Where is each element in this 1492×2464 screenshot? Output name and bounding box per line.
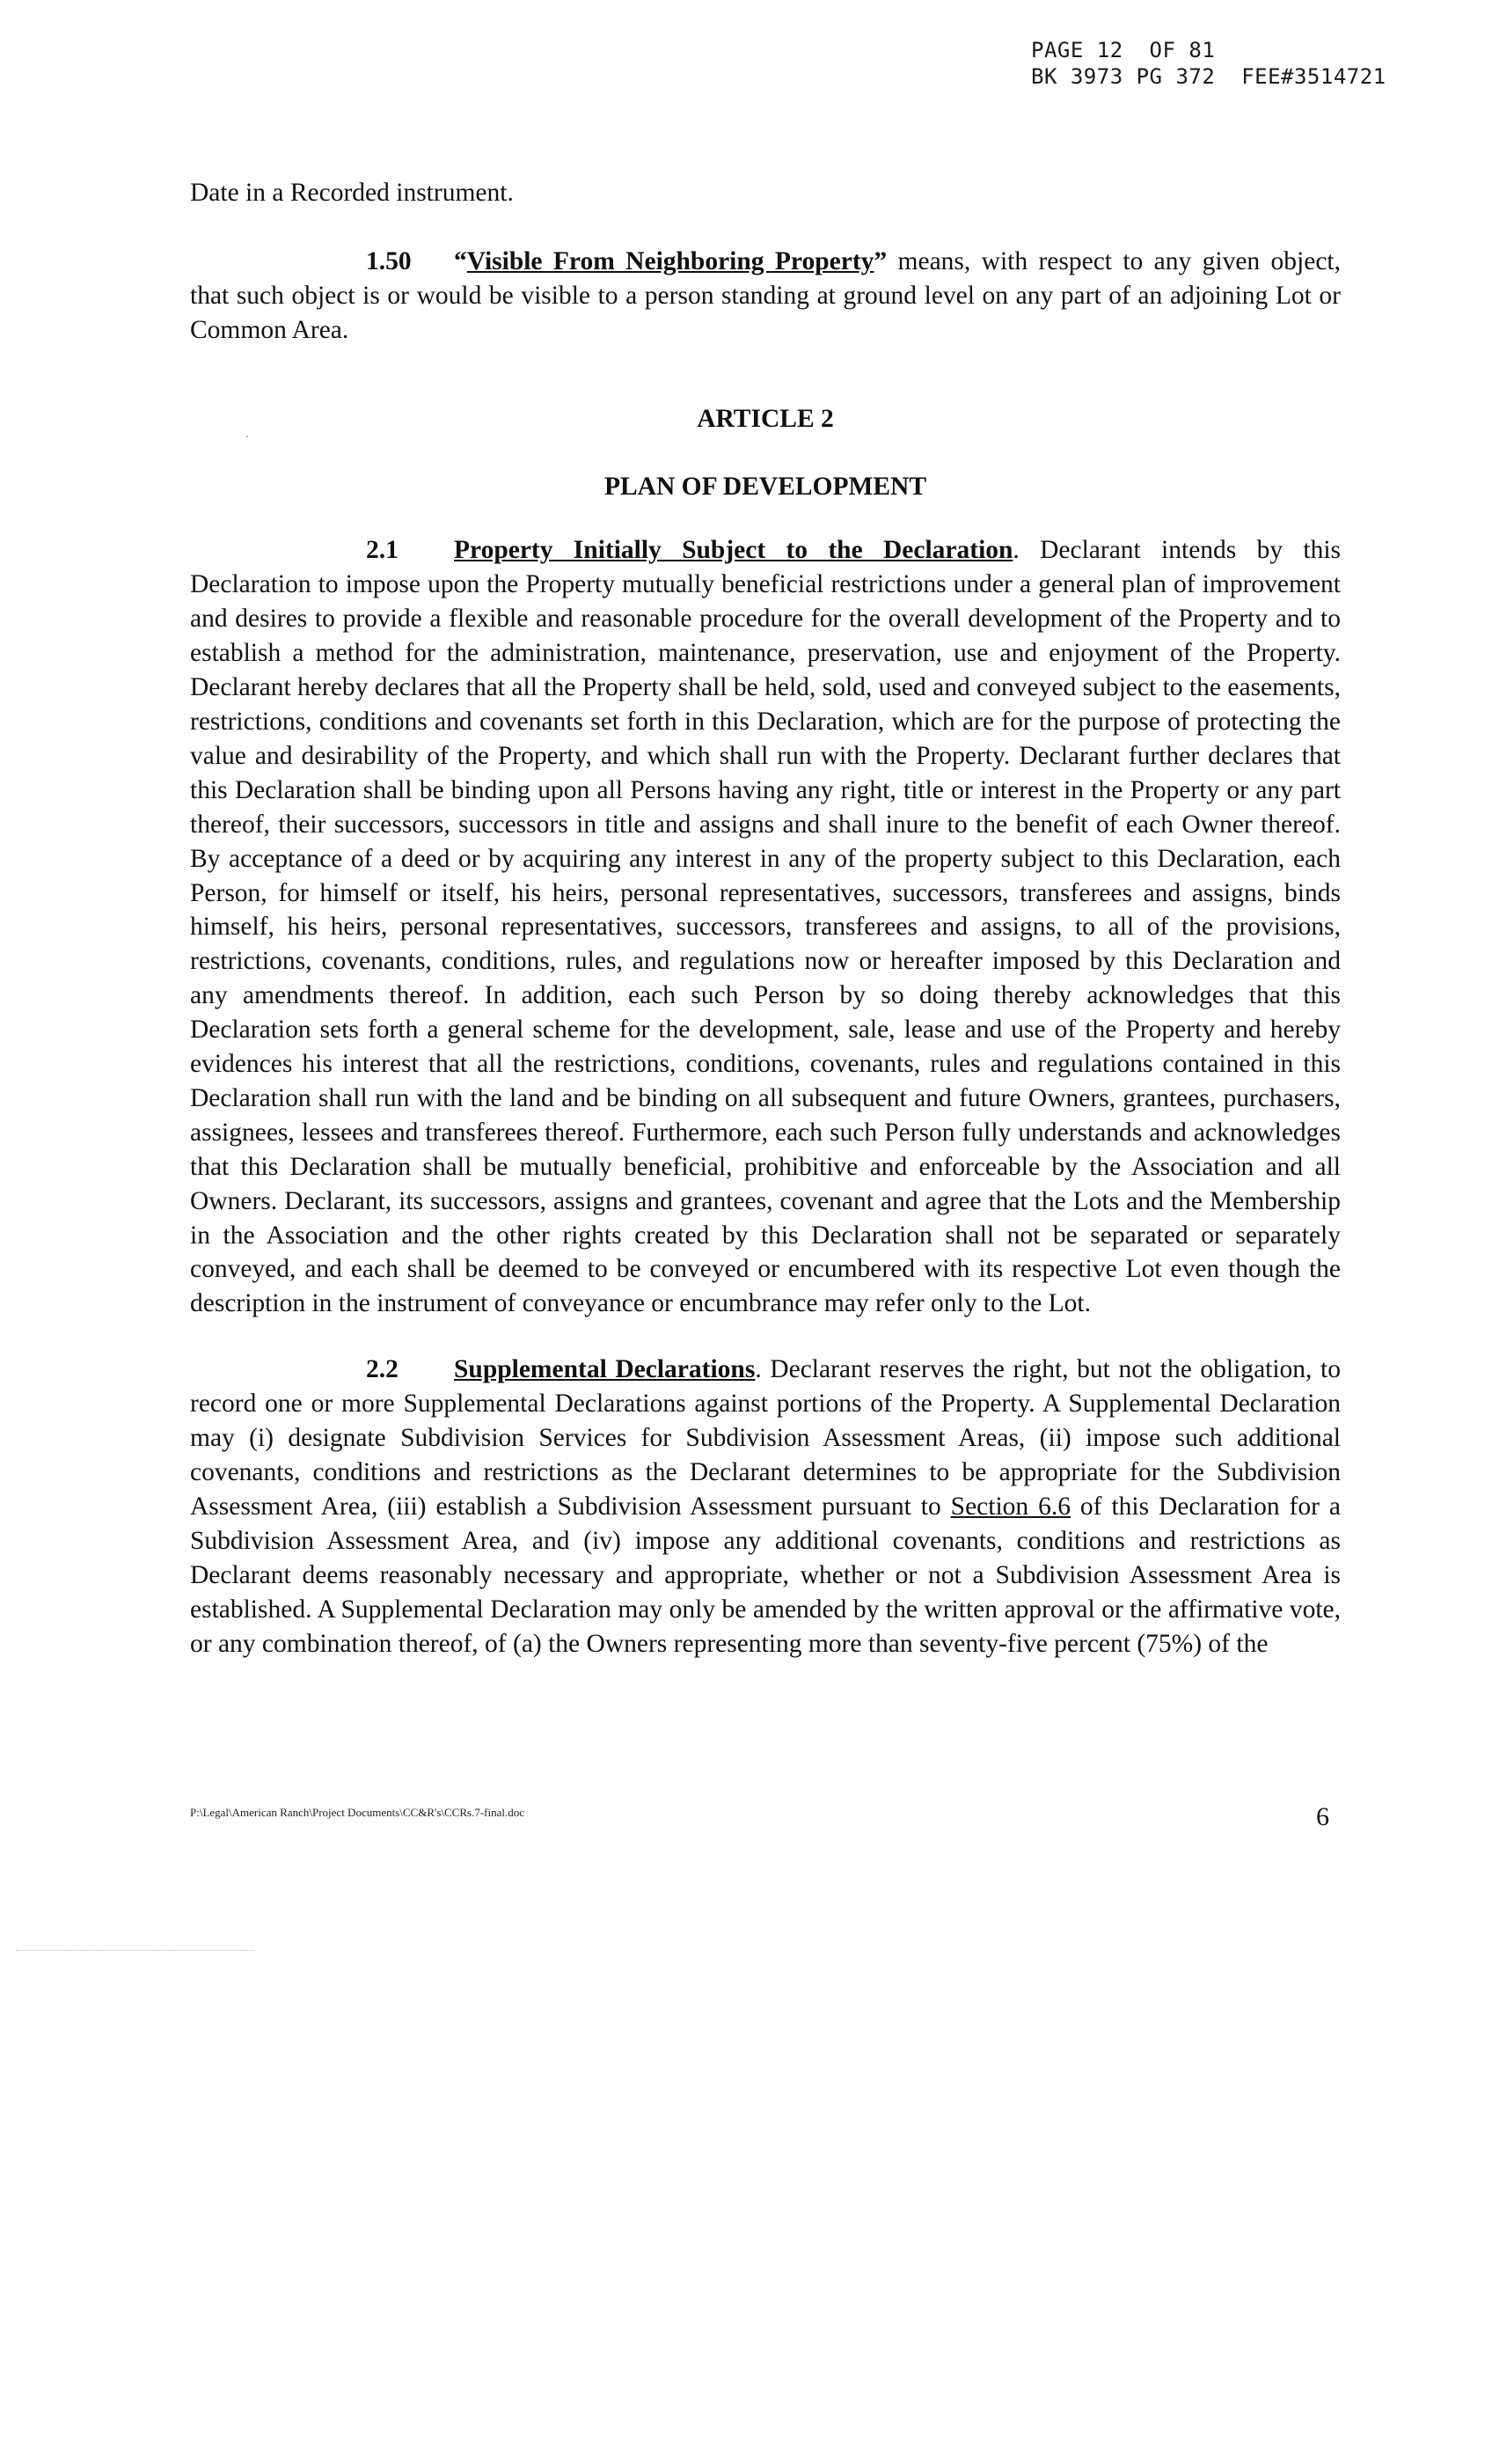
stamp-page-count: PAGE 12 OF 81 [1031, 38, 1216, 62]
article-title: PLAN OF DEVELOPMENT [603, 472, 927, 501]
section-body-part2: of this Declaration for a Subdivision Assessment Area, and (iv) impose any additional covenants, conditions and restrictions as Declarant deems reasonably necessary and appropriate, whether or not a Subdivision Assessment Area is established. A Supplemental Declaration may only be amended by the written approval or the affirmative vote, or any combination thereof, of (a) the Owners representing more than seventy-five percent (75%) of the [190, 1492, 1341, 1658]
section-number: 1.50 [366, 246, 412, 275]
article-number: ARTICLE 2 [697, 404, 834, 433]
section-title: Property Initially Subject to the Declaration [454, 536, 1013, 565]
section-2-2 [190, 1353, 1341, 1661]
section-number: 2.1 [366, 536, 399, 565]
scan-artifact [16, 1950, 253, 1951]
section-number: 2.2 [366, 1355, 399, 1384]
section-title: Supplemental Declarations [454, 1355, 756, 1384]
section-2-1 [190, 533, 1341, 1321]
section-body: . Declarant intends by this Declaration to impose upon the Property mutually beneficial restrictions under a general plan of improvement and desires to provide a flexible and reasonable procedure for the overall development of the Property and to establish a method for the administration, maintenance, preservation, use and enjoyment of the Property. Declarant hereby declares that all the Property shall be held, sold, used and conveyed subject to the easements, restrictions, conditions and covenants set forth in this Declaration, which are for the purpose of protecting the value and desirability of the Property, and which shall run with the Property. Declarant further declares that this Declaration shall be binding upon all Persons having any right, title or interest in the Property or any part thereof, their successors, successors in title and assigns and shall inure to the benefit of each Owner thereof. By acceptance of a deed or by acquiring any interest in any of the property subject to this Declaration, each Person, for himself or itself, his heirs, personal representatives, successors, transferees and assigns, binds himself, his heirs, personal representatives, successors, transferees and assigns, to all of the provisions, restrictions, covenants, conditions, rules, and regulations now or hereafter imposed by this Declaration and any amendments thereof. In addition, each such Person by so doing thereby acknowledges that this Declaration sets forth a general scheme for the development, sale, lease and use of the Property and hereby evidences his interest that all the restrictions, conditions, covenants, rules and regulations contained in this Declaration shall run with the land and be binding on all subsequent and future Owners, grantees, purchasers, assignees, lessees and transferees thereof. Furthermore, each such Person fully understands and acknowledges that this Declaration shall be mutually beneficial, prohibitive and enforceable by the Association and all Owners. Declarant, its successors, assigns and grantees, covenant and agree that the Lots and the Membership in the Association and the other rights created by this Declaration shall not be separated or separately conveyed, and each shall be deemed to be conveyed or encumbered with its respective Lot even though the description in the instrument of conveyance or encumbrance may refer only to the Lot. [190, 536, 1341, 1318]
recording-stamp [1031, 37, 1386, 90]
page-number: 6 [1316, 1802, 1329, 1831]
intro-line: Date in a Recorded instrument. [190, 179, 514, 207]
stamp-book-page-fee: BK 3973 PG 372 FEE#3514721 [1031, 64, 1386, 89]
section-reference: Section 6.6 [950, 1492, 1071, 1521]
section-1-50 [190, 245, 1341, 348]
close-quote: ” [874, 246, 888, 275]
file-path-footer: P:\Legal\American Ranch\Project Documents\CC&R's\CCRs.7-final.doc [190, 1806, 525, 1819]
section-body: means, with respect to any given object, that such object is or would be visible to a person standing at ground level on any part of an adjoining Lot or Common Area. [190, 246, 1341, 344]
document-body [190, 176, 1341, 1661]
section-body-part1: . Declarant reserves the right, but not the obligation, to record one or more Supplemental Declarations against portions of the Property. A Supplemental Declaration may (i) designate Subdivision Services for Subdivision Assessment Areas, (ii) impose such additional covenants, conditions and restrictions as the Declarant determines to be appropriate for the Subdivision Assessment Area, (iii) establish a Subdivision Assessment pursuant to [190, 1355, 1341, 1521]
open-quote: “ [454, 246, 467, 275]
section-title: Visible From Neighboring Property [466, 246, 874, 275]
